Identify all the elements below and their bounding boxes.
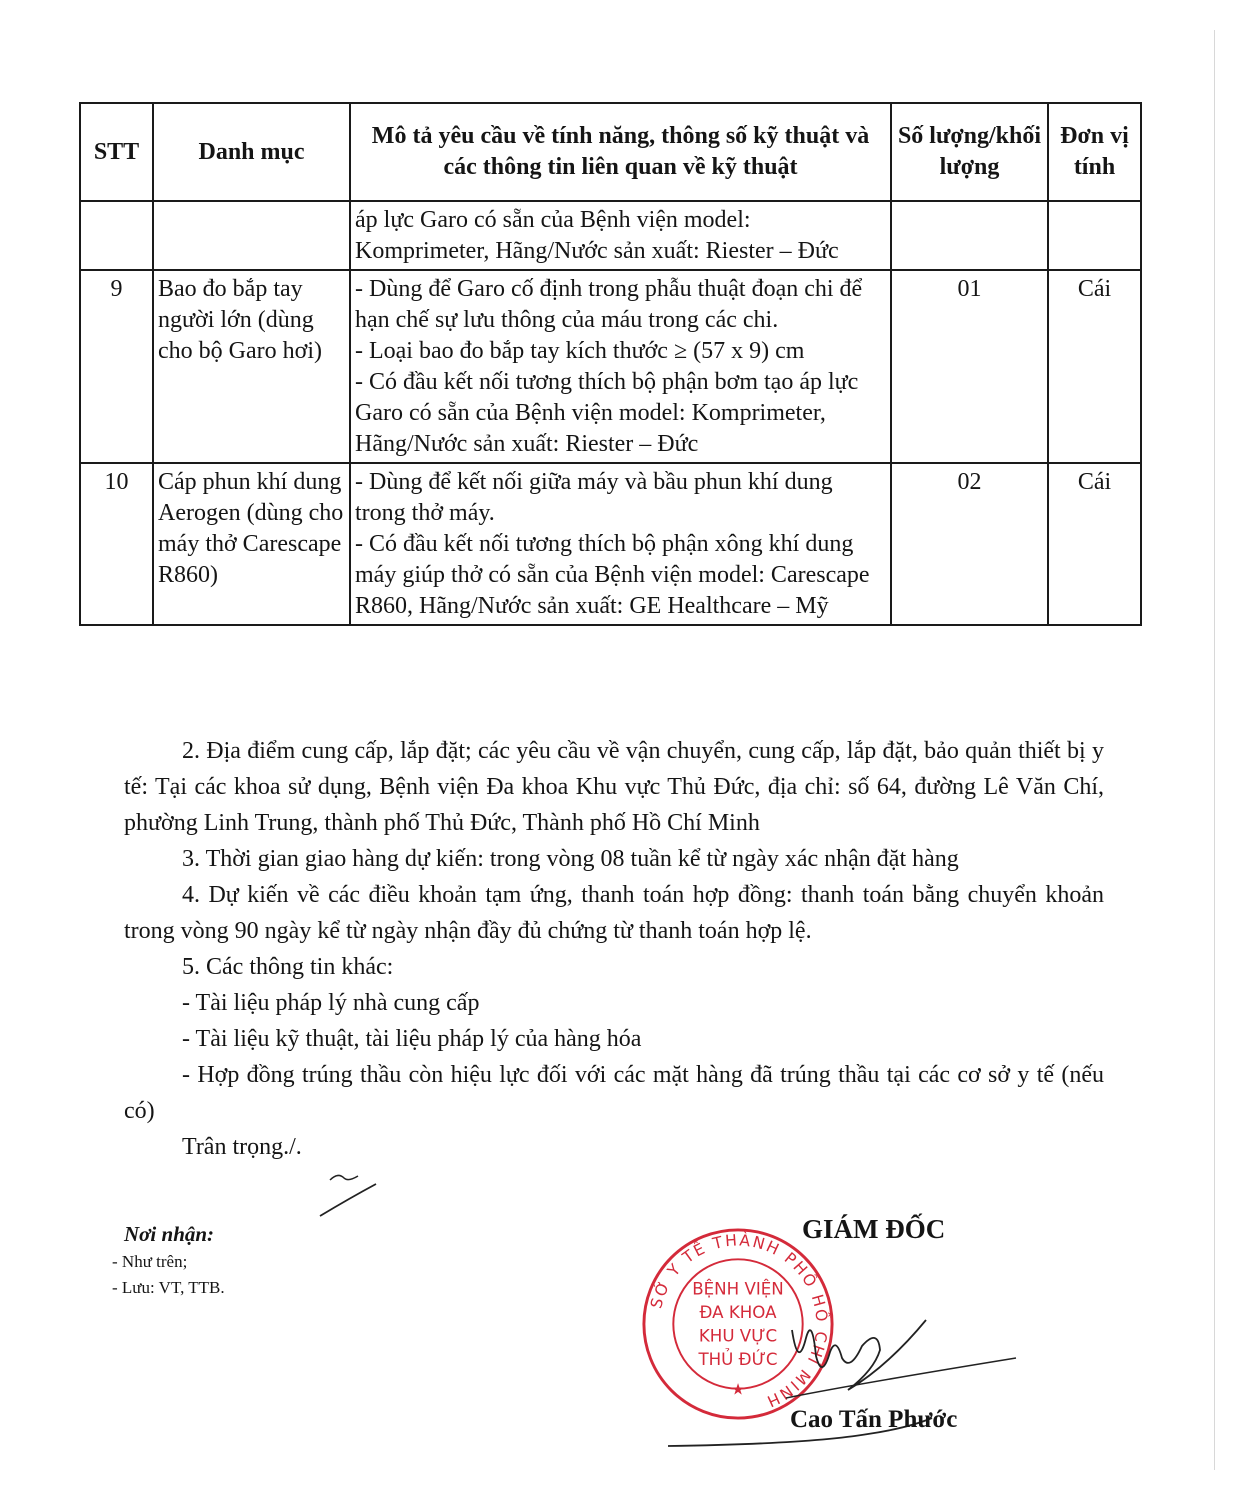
description-line: - Có đầu kết nối tương thích bộ phận bơm tạo áp lực Garo có sẵn của Bệnh viện model: Komprimeter, Hãng/Nước sản xuất: Riester – Đức — [355, 369, 859, 457]
body-text — [124, 733, 1104, 1165]
signatory-title: GIÁM ĐỐC — [802, 1214, 946, 1244]
closing-line: Trân trọng./. — [182, 1134, 302, 1160]
table-row — [80, 463, 1141, 625]
recipients-block — [112, 1219, 412, 1301]
row-quantity: 01 — [891, 270, 1048, 463]
header-category: Danh mục — [153, 103, 350, 201]
row-name — [153, 201, 350, 270]
table-header-row — [80, 103, 1141, 201]
section-payment-terms: 4. Dự kiến về các điều khoản tạm ứng, thanh toán hợp đồng: thanh toán bằng chuyển khoản trong vòng 90 ngày kể từ ngày nhận đầy đủ chứng từ thanh toán hợp lệ. — [124, 882, 1104, 944]
row-stt — [80, 201, 153, 270]
row-unit: Cái — [1048, 270, 1141, 463]
row-unit: Cái — [1048, 463, 1141, 625]
table-row — [80, 270, 1141, 463]
stamp-line: BỆNH VIỆN — [692, 1279, 784, 1299]
description-line: - Dùng để kết nối giữa máy và bầu phun khí dung trong thở máy. — [355, 469, 833, 526]
other-info-item: - Tài liệu kỹ thuật, tài liệu pháp lý của hàng hóa — [182, 1026, 642, 1052]
row-stt: 9 — [80, 270, 153, 463]
row-stt: 10 — [80, 463, 153, 625]
star-icon: ★ — [730, 1379, 746, 1399]
description-line: - Loại bao đo bắp tay kích thước ≥ (57 x 9) cm — [355, 338, 805, 364]
recipients-title: Nơi nhận: — [124, 1222, 215, 1246]
header-description: Mô tả yêu cầu về tính năng, thông số kỹ thuật và các thông tin liên quan về kỹ thuật — [350, 103, 891, 201]
row-description — [350, 463, 891, 625]
stamp-line: KHU VỰC — [698, 1326, 778, 1346]
other-info-item: - Tài liệu pháp lý nhà cung cấp — [182, 990, 480, 1016]
row-name: Bao đo bắp tay người lớn (dùng cho bộ Garo hơi) — [153, 270, 350, 463]
stamp-line: ĐA KHOA — [699, 1303, 777, 1323]
row-quantity — [891, 201, 1048, 270]
row-unit — [1048, 201, 1141, 270]
recipient-item: - Lưu: VT, TTB. — [112, 1278, 225, 1297]
section-delivery-location: 2. Địa điểm cung cấp, lắp đặt; các yêu cầu về vận chuyển, cung cấp, lắp đặt, bảo quản thiết bị y tế: Tại các khoa sử dụng, Bệnh viện Đa khoa Khu vực Thủ Đức, địa chỉ: số 64, đường Lê Văn Chí, phường Linh Trung, thành phố Thủ Đức, Thành phố Hồ Chí Minh — [124, 738, 1104, 836]
recipient-item: - Như trên; — [112, 1252, 188, 1271]
director-signature — [660, 1300, 1030, 1460]
page-edge-line — [1214, 30, 1215, 1470]
header-quantity: Số lượng/khối lượng — [891, 103, 1048, 201]
description-line: - Có đầu kết nối tương thích bộ phận xông khí dung máy giúp thở có sẵn của Bệnh viện model: Carescape R860, Hãng/Nước sản xuất: GE Healthcare – Mỹ — [355, 531, 870, 619]
description-line: áp lực Garo có sẵn của Bệnh viện model: Komprimeter, Hãng/Nước sản xuất: Riester – Đức — [355, 207, 839, 264]
other-info-item: - Hợp đồng trúng thầu còn hiệu lực đối với các mặt hàng đã trúng thầu tại các cơ sở y tế (nếu có) — [124, 1062, 1104, 1124]
section-other-info: 5. Các thông tin khác: — [182, 954, 394, 980]
row-description — [350, 201, 891, 270]
description-line: - Dùng để Garo cố định trong phẫu thuật đoạn chi để hạn chế sự lưu thông của máu trong các chi. — [355, 276, 863, 333]
section-delivery-time: 3. Thời gian giao hàng dự kiến: trong vòng 08 tuần kể từ ngày xác nhận đặt hàng — [182, 846, 959, 872]
table-row — [80, 201, 1141, 270]
specification-table — [79, 102, 1142, 626]
stamp-line: THỦ ĐỨC — [698, 1350, 778, 1370]
row-description — [350, 270, 891, 463]
header-unit: Đơn vị tính — [1048, 103, 1141, 201]
row-name: Cáp phun khí dung Aerogen (dùng cho máy thở Carescape R860) — [153, 463, 350, 625]
header-stt: STT — [80, 103, 153, 201]
signatory-name: Cao Tấn Phước — [790, 1406, 958, 1433]
row-quantity: 02 — [891, 463, 1048, 625]
stamp-ring-text: SỞ Y TẾ THÀNH PHỐ HỒ CHÍ MINH — [646, 1230, 832, 1412]
